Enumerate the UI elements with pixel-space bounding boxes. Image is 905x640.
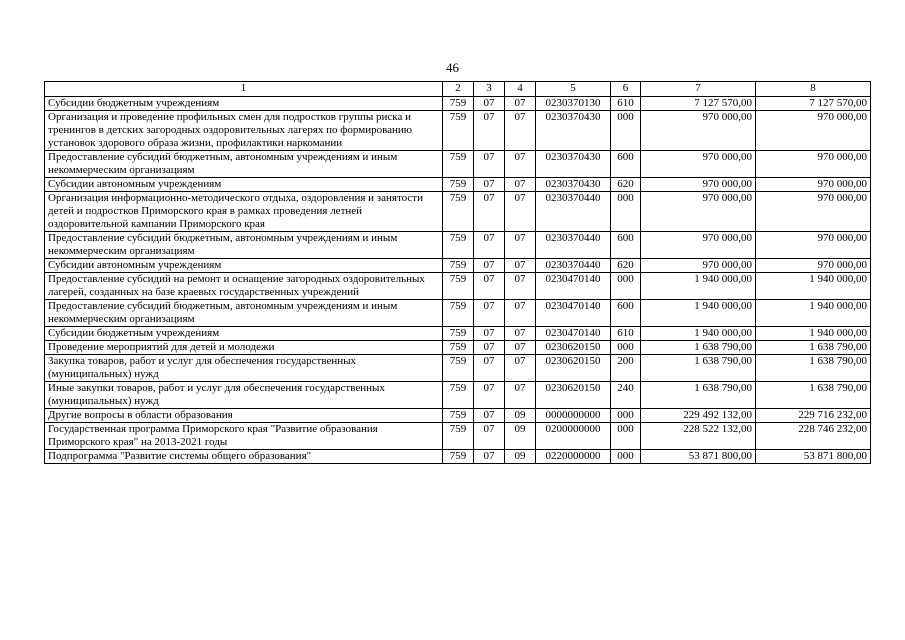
amount-col7-cell: 1 940 000,00 — [641, 300, 756, 327]
table-row — [45, 450, 871, 464]
row-name-cell: Закупка товаров, работ и услуг для обеспечения государственных (муниципальных) нужд — [45, 355, 443, 382]
table-row — [45, 273, 871, 300]
section-code-cell: 07 — [474, 327, 505, 341]
admin-code-cell: 759 — [443, 355, 474, 382]
amount-col8-cell: 7 127 570,00 — [756, 97, 871, 111]
admin-code-cell: 759 — [443, 151, 474, 178]
admin-code-cell: 759 — [443, 259, 474, 273]
amount-col7-cell: 970 000,00 — [641, 192, 756, 232]
admin-code-cell: 759 — [443, 409, 474, 423]
section-code-cell: 07 — [474, 111, 505, 151]
column-header: 4 — [505, 82, 536, 97]
target-article-cell: 0230370440 — [536, 259, 611, 273]
section-code-cell: 07 — [474, 409, 505, 423]
admin-code-cell: 759 — [443, 382, 474, 409]
subsection-code-cell: 07 — [505, 111, 536, 151]
amount-col8-cell: 1 940 000,00 — [756, 327, 871, 341]
target-article-cell: 0230470140 — [536, 300, 611, 327]
row-name-cell: Иные закупки товаров, работ и услуг для обеспечения государственных (муниципальных) нужд — [45, 382, 443, 409]
section-code-cell: 07 — [474, 178, 505, 192]
section-code-cell: 07 — [474, 341, 505, 355]
target-article-cell: 0230370440 — [536, 232, 611, 259]
row-name-cell: Субсидии автономным учреждениям — [45, 178, 443, 192]
amount-col7-cell: 1 638 790,00 — [641, 341, 756, 355]
row-name-cell: Другие вопросы в области образования — [45, 409, 443, 423]
amount-col7-cell: 228 522 132,00 — [641, 423, 756, 450]
subsection-code-cell: 07 — [505, 327, 536, 341]
target-article-cell: 0220000000 — [536, 450, 611, 464]
amount-col7-cell: 970 000,00 — [641, 178, 756, 192]
row-name-cell: Организация и проведение профильных смен для подростков группы риска и тренингов в детских загородных оздоровительных лагерях по формированию установок здорового образа жизни, профилактики наркомании — [45, 111, 443, 151]
amount-col8-cell: 1 638 790,00 — [756, 355, 871, 382]
subsection-code-cell: 07 — [505, 355, 536, 382]
table-row — [45, 192, 871, 232]
table-row — [45, 300, 871, 327]
table-row — [45, 341, 871, 355]
target-article-cell: 0230620150 — [536, 355, 611, 382]
amount-col7-cell: 970 000,00 — [641, 111, 756, 151]
table-row — [45, 327, 871, 341]
column-header: 1 — [45, 82, 443, 97]
subsection-code-cell: 07 — [505, 178, 536, 192]
admin-code-cell: 759 — [443, 111, 474, 151]
admin-code-cell: 759 — [443, 423, 474, 450]
admin-code-cell: 759 — [443, 327, 474, 341]
row-name-cell: Государственная программа Приморского края "Развитие образования Приморского края" на 2013-2021 годы — [45, 423, 443, 450]
expense-type-cell: 600 — [611, 232, 641, 259]
target-article-cell: 0230370430 — [536, 111, 611, 151]
expense-type-cell: 600 — [611, 300, 641, 327]
amount-col8-cell: 1 940 000,00 — [756, 300, 871, 327]
table-row — [45, 97, 871, 111]
subsection-code-cell: 07 — [505, 232, 536, 259]
table-row — [45, 178, 871, 192]
amount-col8-cell: 970 000,00 — [756, 232, 871, 259]
row-name-cell: Предоставление субсидий на ремонт и оснащение загородных оздоровительных лагерей, созданных на базе краевых государственных учреждений — [45, 273, 443, 300]
row-name-cell: Субсидии бюджетным учреждениям — [45, 327, 443, 341]
column-header: 7 — [641, 82, 756, 97]
admin-code-cell: 759 — [443, 300, 474, 327]
column-header: 2 — [443, 82, 474, 97]
section-code-cell: 07 — [474, 382, 505, 409]
amount-col7-cell: 970 000,00 — [641, 151, 756, 178]
amount-col7-cell: 970 000,00 — [641, 232, 756, 259]
amount-col8-cell: 1 638 790,00 — [756, 341, 871, 355]
amount-col7-cell: 7 127 570,00 — [641, 97, 756, 111]
section-code-cell: 07 — [474, 259, 505, 273]
subsection-code-cell: 07 — [505, 300, 536, 327]
amount-col8-cell: 1 940 000,00 — [756, 273, 871, 300]
column-header: 5 — [536, 82, 611, 97]
amount-col7-cell: 1 940 000,00 — [641, 273, 756, 300]
target-article-cell: 0200000000 — [536, 423, 611, 450]
table-row — [45, 382, 871, 409]
amount-col8-cell: 970 000,00 — [756, 151, 871, 178]
expense-type-cell: 600 — [611, 151, 641, 178]
subsection-code-cell: 09 — [505, 423, 536, 450]
table-row — [45, 232, 871, 259]
subsection-code-cell: 09 — [505, 450, 536, 464]
section-code-cell: 07 — [474, 273, 505, 300]
subsection-code-cell: 07 — [505, 273, 536, 300]
amount-col8-cell: 53 871 800,00 — [756, 450, 871, 464]
admin-code-cell: 759 — [443, 178, 474, 192]
amount-col8-cell: 970 000,00 — [756, 259, 871, 273]
section-code-cell: 07 — [474, 97, 505, 111]
row-name-cell: Проведение мероприятий для детей и молодежи — [45, 341, 443, 355]
table-row — [45, 355, 871, 382]
amount-col7-cell: 1 638 790,00 — [641, 355, 756, 382]
table-row — [45, 423, 871, 450]
target-article-cell: 0000000000 — [536, 409, 611, 423]
subsection-code-cell: 09 — [505, 409, 536, 423]
subsection-code-cell: 07 — [505, 382, 536, 409]
row-name-cell: Предоставление субсидий бюджетным, автономным учреждениям и иным некоммерческим организациям — [45, 151, 443, 178]
admin-code-cell: 759 — [443, 232, 474, 259]
admin-code-cell: 759 — [443, 192, 474, 232]
admin-code-cell: 759 — [443, 97, 474, 111]
section-code-cell: 07 — [474, 151, 505, 178]
expense-type-cell: 000 — [611, 273, 641, 300]
row-name-cell: Субсидии автономным учреждениям — [45, 259, 443, 273]
expense-type-cell: 620 — [611, 178, 641, 192]
budget-table — [44, 81, 871, 464]
section-code-cell: 07 — [474, 300, 505, 327]
row-name-cell: Предоставление субсидий бюджетным, автономным учреждениям и иным некоммерческим организациям — [45, 232, 443, 259]
target-article-cell: 0230620150 — [536, 382, 611, 409]
column-header: 6 — [611, 82, 641, 97]
page-number: 46 — [446, 60, 459, 75]
target-article-cell: 0230470140 — [536, 273, 611, 300]
column-header: 8 — [756, 82, 871, 97]
target-article-cell: 0230370130 — [536, 97, 611, 111]
expense-type-cell: 200 — [611, 355, 641, 382]
amount-col7-cell: 970 000,00 — [641, 259, 756, 273]
amount-col8-cell: 970 000,00 — [756, 192, 871, 232]
admin-code-cell: 759 — [443, 273, 474, 300]
table-row — [45, 151, 871, 178]
section-code-cell: 07 — [474, 232, 505, 259]
expense-type-cell: 240 — [611, 382, 641, 409]
table-row — [45, 259, 871, 273]
table-row — [45, 111, 871, 151]
target-article-cell: 0230370440 — [536, 192, 611, 232]
row-name-cell: Предоставление субсидий бюджетным, автономным учреждениям и иным некоммерческим организациям — [45, 300, 443, 327]
amount-col8-cell: 970 000,00 — [756, 178, 871, 192]
expense-type-cell: 000 — [611, 111, 641, 151]
column-header: 3 — [474, 82, 505, 97]
target-article-cell: 0230370430 — [536, 151, 611, 178]
section-code-cell: 07 — [474, 423, 505, 450]
target-article-cell: 0230470140 — [536, 327, 611, 341]
amount-col7-cell: 1 638 790,00 — [641, 382, 756, 409]
target-article-cell: 0230620150 — [536, 341, 611, 355]
expense-type-cell: 000 — [611, 409, 641, 423]
row-name-cell: Подпрограмма "Развитие системы общего образования" — [45, 450, 443, 464]
expense-type-cell: 000 — [611, 423, 641, 450]
amount-col7-cell: 1 940 000,00 — [641, 327, 756, 341]
amount-col8-cell: 970 000,00 — [756, 111, 871, 151]
header-row — [45, 82, 871, 97]
expense-type-cell: 620 — [611, 259, 641, 273]
amount-col8-cell: 229 716 232,00 — [756, 409, 871, 423]
section-code-cell: 07 — [474, 355, 505, 382]
section-code-cell: 07 — [474, 450, 505, 464]
expense-type-cell: 000 — [611, 450, 641, 464]
expense-type-cell: 610 — [611, 327, 641, 341]
section-code-cell: 07 — [474, 192, 505, 232]
amount-col7-cell: 229 492 132,00 — [641, 409, 756, 423]
admin-code-cell: 759 — [443, 450, 474, 464]
admin-code-cell: 759 — [443, 341, 474, 355]
subsection-code-cell: 07 — [505, 259, 536, 273]
target-article-cell: 0230370430 — [536, 178, 611, 192]
row-name-cell: Субсидии бюджетным учреждениям — [45, 97, 443, 111]
subsection-code-cell: 07 — [505, 341, 536, 355]
subsection-code-cell: 07 — [505, 151, 536, 178]
amount-col8-cell: 228 746 232,00 — [756, 423, 871, 450]
table-row — [45, 409, 871, 423]
subsection-code-cell: 07 — [505, 97, 536, 111]
amount-col7-cell: 53 871 800,00 — [641, 450, 756, 464]
expense-type-cell: 610 — [611, 97, 641, 111]
expense-type-cell: 000 — [611, 341, 641, 355]
expense-type-cell: 000 — [611, 192, 641, 232]
row-name-cell: Организация информационно-методического отдыха, оздоровления и занятости детей и подростков Приморского края в рамках проведения летней оздоровительной кампании Приморского края — [45, 192, 443, 232]
subsection-code-cell: 07 — [505, 192, 536, 232]
amount-col8-cell: 1 638 790,00 — [756, 382, 871, 409]
